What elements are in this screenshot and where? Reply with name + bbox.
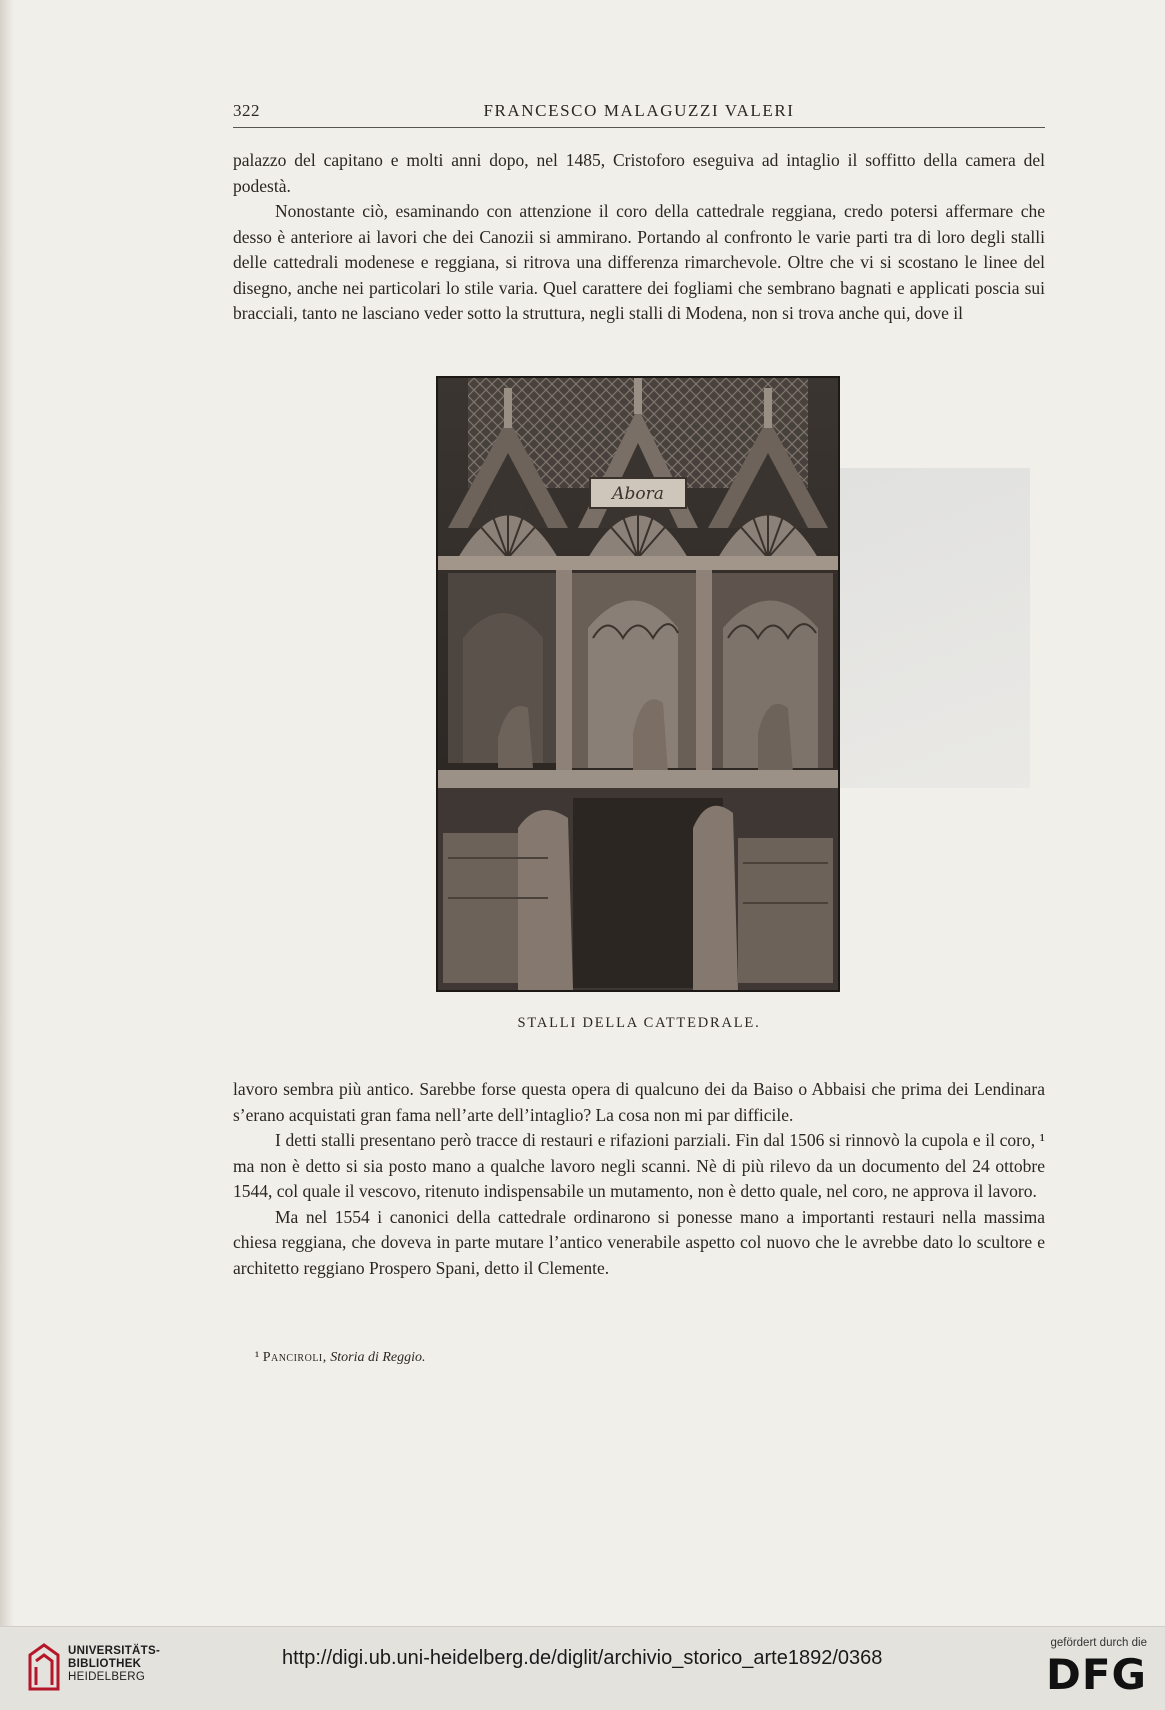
bleed-through-initial — [835, 468, 1030, 788]
running-head — [233, 101, 1045, 128]
paragraph: Nonostante ciò, esaminando con attenzione il coro della cattedrale reggiana, credo potersi affermare che desso è anteriore ai lavori che dei Canozii si ammirano. Portando al confronto le varie parti tra di loro degli stalli delle cattedrali modenese e reggiana, si ritrova una differenza rimarchevole. Oltre che vi si scostano le linee del disegno, anche nei particolari lo stile varia. Quel carattere dei fogliami che sembrano bagnati e applicati poscia sui bracciali, tanto ne lasciano veder sotto la struttura, negli stalli di Modena, non si trova anche qui, dove il — [233, 201, 1045, 323]
photo-choir-stalls — [436, 376, 840, 992]
plaque-text: Abora — [612, 484, 664, 504]
funding-text: gefördert durch die — [1050, 1637, 1147, 1649]
running-title: FRANCESCO MALAGUZZI VALERI — [483, 101, 795, 120]
choir-stalls-engraving — [438, 378, 838, 990]
ub-heidelberg-logo-icon[interactable] — [28, 1641, 60, 1693]
text-block-bottom — [233, 1077, 1045, 1281]
page-number: 322 — [233, 101, 260, 120]
footnote — [255, 1350, 426, 1366]
footnote-marker: ¹ — [255, 1350, 260, 1365]
library-name[interactable] — [68, 1645, 160, 1684]
footnote-author: Panciroli, — [262, 1350, 327, 1365]
dfg-logo: DFG — [1045, 1650, 1147, 1699]
paragraph: lavoro sembra più antico. Sarebbe forse questa opera di qualcuno dei da Baiso o Abbaisi che prima dei Lendinara s’erano acquistati gran fama nell’arte dell’intaglio? La cosa non mi par difficile. — [233, 1079, 1045, 1125]
footnote-work: Storia di Reggio. — [330, 1350, 426, 1365]
paragraph: I detti stalli presentano però tracce di restauri e rifazioni parziali. Fin dal 1506 si rinnovò la cupola e il coro, ¹ ma non è detto si sia posto mano a qualche lavoro negli scanni. Nè di più rilevo da un documento del 24 ottobre 1544, col quale il vescovo, ritenuto indispensabile un mutamento, non è detto quale, nel coro, ne approva il lavoro. — [233, 1130, 1045, 1201]
paragraph: Ma nel 1554 i canonici della cattedrale ordinarono si ponesse mano a importanti restauri nella massima chiesa reggiana, che doveva in parte mutare l’antico venerabile aspetto col nuovo che le avrebbe dato lo scultore e architetto reggiano Prospero Spani, detto il Clemente. — [233, 1206, 1045, 1278]
permalink-url[interactable]: http://digi.ub.uni-heidelberg.de/diglit/archivio_storico_arte1892/0368 — [282, 1647, 883, 1669]
library-name-line: UNIVERSITÄTS- — [68, 1645, 161, 1657]
dfg-funding-block[interactable] — [1027, 1637, 1147, 1699]
page-edge-shadow — [0, 0, 14, 1626]
figure-caption: STALLI DELLA CATTEDRALE. — [517, 1015, 761, 1031]
library-name-line: HEIDELBERG — [68, 1671, 146, 1683]
paragraph: palazzo del capitano e molti anni dopo, nel 1485, Cristoforo eseguiva ad intaglio il soffitto della camera del podestà. — [233, 150, 1045, 196]
text-block-top — [233, 148, 1045, 327]
library-name-line: BIBLIOTHEK — [68, 1658, 142, 1670]
digitization-footer — [0, 1626, 1165, 1710]
